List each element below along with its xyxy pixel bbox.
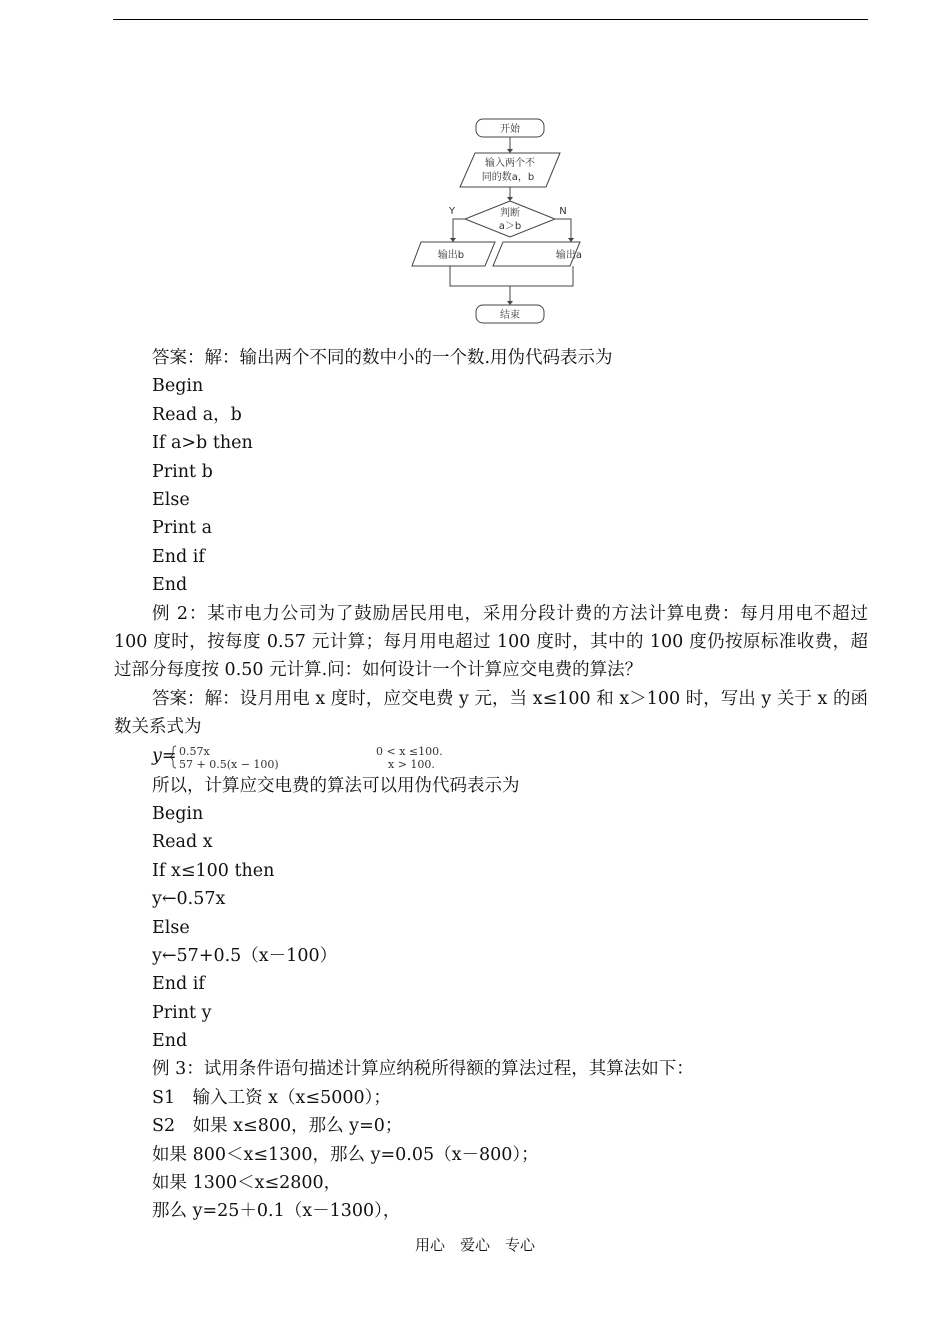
code-line: Begin [152,803,204,824]
code-line: Print y [152,1002,212,1023]
step-s1: S1 输入工资 x（x≤5000）； [152,1087,391,1108]
decision-label-1: 判断 [500,208,520,219]
output-a-label: 输出a [555,250,583,261]
code-line: Print b [152,461,213,482]
input-label-2: 同的数a，b [481,172,535,183]
code-line: Else [152,917,190,938]
code-line: Read x [152,832,213,853]
no-label: N [559,206,567,217]
svg-text:0 < x ≤100.: 0 < x ≤100. [376,744,443,758]
input-label-1: 输入两个不 [485,158,535,169]
document-body [114,344,868,1226]
condition-line: 如果 1300＜x≤2800， [152,1173,342,1194]
start-label: 开始 [500,124,520,135]
example-3: 例 3：试用条件语句描述计算应纳税所得额的算法过程，其算法如下： [152,1059,694,1080]
code-line: If x≤100 then [152,860,275,881]
flowchart [405,110,585,330]
piecewise-formula [114,742,868,772]
formula-y: y= [152,745,177,766]
code-line: Read a，b [152,404,242,425]
svg-text:0.57x: 0.57x [179,744,210,758]
svg-text:57 + 0.5(x − 100): 57 + 0.5(x − 100) [179,757,279,770]
step-s2: S2 如果 x≤800，那么 y=0； [152,1116,403,1137]
answer-2: 答案：解：设月用电 x 度时，应交电费 y 元，当 x≤100 和 x＞100 时，写出 y 关于 x 的函数关系式为 [114,688,868,738]
yes-label: Y [448,206,456,217]
code-line: End [152,575,188,596]
code-line: Else [152,489,190,510]
code-line: End [152,1031,188,1052]
svg-text:x > 100.: x > 100. [388,757,435,770]
page-footer: 用心 爱心 专心 [414,1236,535,1254]
piecewise-function [170,744,500,770]
output-b-label: 输出b [437,250,465,261]
code-line: y←57+0.5（x－100） [152,945,338,966]
code-line: End if [152,974,205,995]
header-rule [113,19,868,20]
code-line: If a>b then [152,433,253,454]
code-line: End if [152,546,205,567]
code-line: Begin [152,376,204,397]
code-line: Print a [152,518,213,539]
condition-line: 那么 y=25＋0.1（x－1300）， [152,1201,401,1222]
end-label: 结束 [500,310,520,321]
condition-line: 如果 800＜x≤1300，那么 y=0.05（x－800）； [152,1144,539,1165]
example-2: 例 2：某市电力公司为了鼓励居民用电，采用分段计费的方法计算电费：每月用电不超过 100 度时，按每度 0.57 元计算；每月用电超过 100 度时，其中的 100 度仍按原标准收费，超过部分每度按 0.50 元计算.问：如何设计一个计算应交电费的算法？ [114,603,868,681]
so-line: 所以，计算应交电费的算法可以用伪代码表示为 [152,775,520,796]
decision-label-2: a＞b [498,221,522,232]
answer-1: 答案：解：输出两个不同的数中小的一个数.用伪代码表示为 [152,348,613,368]
code-line: y←0.57x [152,889,226,910]
